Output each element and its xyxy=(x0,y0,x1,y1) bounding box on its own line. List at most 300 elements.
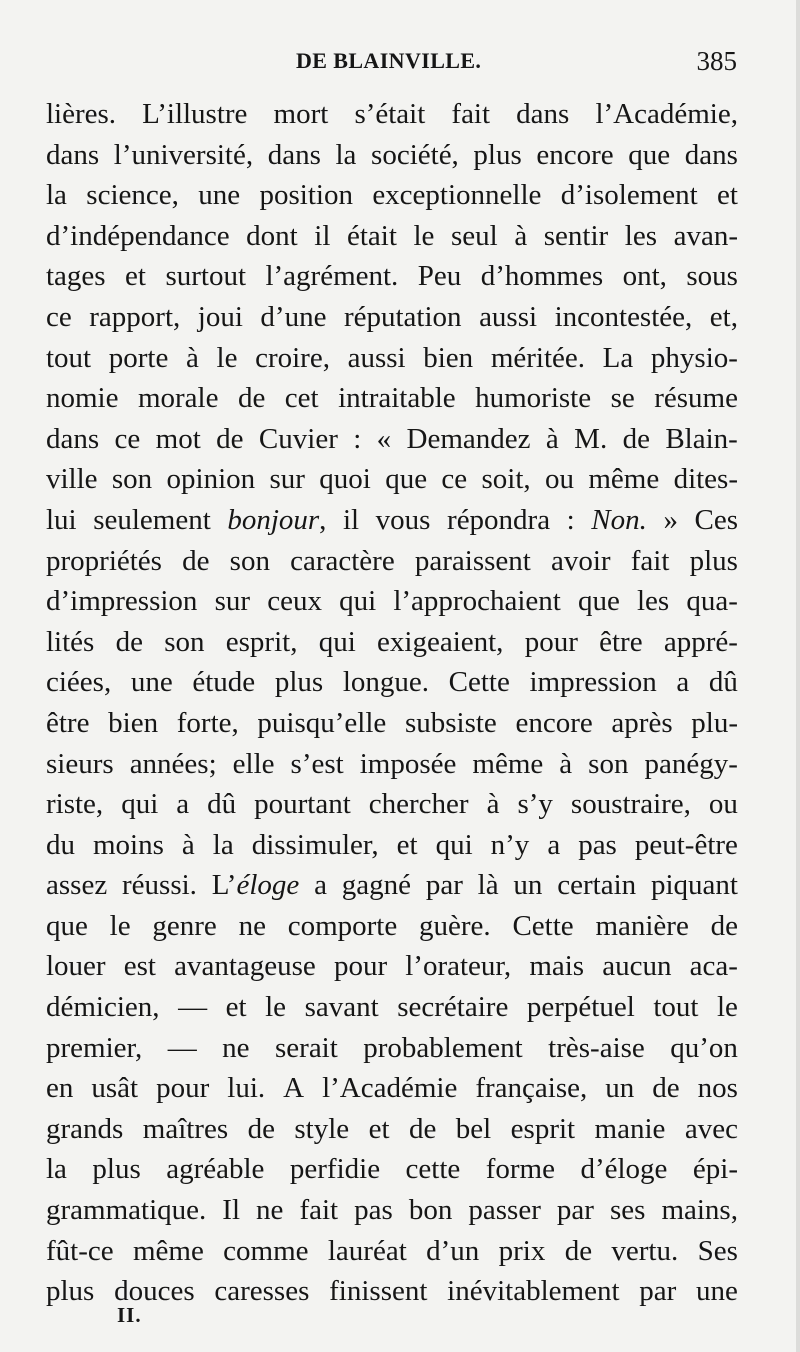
word: paraissent xyxy=(414,544,531,577)
word: dans xyxy=(516,98,570,130)
word: style xyxy=(294,1112,350,1145)
word: bien xyxy=(423,341,474,374)
running-title: DE BLAINVILLE. xyxy=(296,48,482,73)
word: avan- xyxy=(673,219,738,252)
word: ne xyxy=(238,909,266,942)
word: de xyxy=(564,1234,593,1267)
word: le xyxy=(413,219,435,252)
word: Cuvier xyxy=(258,422,338,455)
word: bel xyxy=(455,1112,492,1145)
word: intraitable xyxy=(338,382,456,415)
scan-edge xyxy=(796,0,800,1352)
word: dont xyxy=(246,219,298,252)
word: dû xyxy=(207,788,237,821)
word: encore xyxy=(515,706,593,739)
word: quoi xyxy=(319,463,371,496)
word: et xyxy=(125,260,146,293)
word: ciées, xyxy=(46,666,112,699)
word: son xyxy=(229,544,270,577)
word: le xyxy=(716,991,738,1024)
word: que xyxy=(46,909,88,942)
word: plus xyxy=(92,1153,141,1186)
word: avoir xyxy=(551,544,611,577)
word: mains, xyxy=(661,1194,738,1227)
word: tout xyxy=(46,341,92,374)
word: exigeaient, xyxy=(377,625,504,658)
word: opinion xyxy=(166,463,256,496)
word: pas xyxy=(578,828,617,861)
text-line xyxy=(46,865,738,906)
word: : xyxy=(353,422,362,455)
word: de xyxy=(247,1112,275,1145)
word: mot xyxy=(155,422,201,455)
text-line xyxy=(46,703,738,744)
word: caractère xyxy=(290,544,395,577)
word: sieurs xyxy=(46,747,114,780)
word: panégy- xyxy=(644,747,738,780)
word: La xyxy=(602,341,634,374)
word: réputation xyxy=(343,300,462,333)
word: la xyxy=(212,828,234,861)
text-line xyxy=(46,94,738,135)
word: d’un xyxy=(426,1234,480,1267)
text-line xyxy=(46,1149,738,1190)
word: a xyxy=(547,828,561,861)
word: cette xyxy=(405,1153,461,1186)
word: fait xyxy=(630,544,670,577)
word: ou xyxy=(708,788,738,821)
text-line xyxy=(46,1109,738,1150)
text-line xyxy=(46,216,738,257)
word: le xyxy=(216,341,238,374)
text-line xyxy=(46,906,738,947)
word: une xyxy=(198,179,241,212)
word: le xyxy=(109,909,131,942)
word: dans xyxy=(46,422,100,455)
word: l’approchaient xyxy=(393,585,561,618)
word: par xyxy=(425,869,463,902)
text-line xyxy=(46,1028,738,1069)
word: à xyxy=(559,747,573,780)
text-line xyxy=(46,946,738,987)
word: aussi xyxy=(347,341,406,374)
word: qui xyxy=(435,828,473,861)
word: n’y xyxy=(490,828,530,861)
word: d’impression xyxy=(46,585,198,618)
word: perpétuel xyxy=(526,991,635,1024)
running-head xyxy=(0,48,800,78)
word: s’était xyxy=(354,98,426,130)
word: grands xyxy=(46,1112,124,1145)
word: très-aise xyxy=(548,1031,645,1064)
word: ce xyxy=(46,300,72,333)
word: de xyxy=(216,422,244,455)
word: méritée. xyxy=(490,341,586,374)
word: a xyxy=(314,869,327,902)
word: avec xyxy=(684,1112,738,1145)
word: forme xyxy=(485,1153,555,1186)
word: finissent xyxy=(329,1275,428,1308)
word: et xyxy=(368,1112,390,1145)
word: société, xyxy=(371,138,459,171)
word: — xyxy=(178,991,208,1024)
word: ne xyxy=(256,1194,284,1227)
word: à xyxy=(486,788,500,821)
word: épi- xyxy=(692,1153,738,1186)
word: lauréat xyxy=(327,1234,407,1267)
word: et xyxy=(225,991,247,1024)
word: être xyxy=(599,625,643,658)
word: L’illustre xyxy=(142,98,248,130)
word: ou xyxy=(545,463,575,496)
word: avantageuse xyxy=(174,950,316,983)
word: Non. xyxy=(591,503,647,536)
word: l’université, xyxy=(113,138,254,171)
word: impression xyxy=(529,666,657,699)
word: peut-être xyxy=(634,828,738,861)
word: de xyxy=(622,422,650,455)
word: le xyxy=(265,991,287,1024)
word: joui xyxy=(197,300,243,333)
word: de xyxy=(182,544,210,577)
word: sur xyxy=(214,585,251,618)
word: son xyxy=(164,625,205,658)
word: riste, xyxy=(46,788,104,821)
word: a xyxy=(676,666,690,699)
word: même xyxy=(132,1234,204,1267)
word: à xyxy=(181,828,195,861)
word: plu- xyxy=(691,706,738,739)
word: a xyxy=(176,788,190,821)
word: et, xyxy=(709,300,738,333)
word: longue. xyxy=(342,666,429,699)
word: M. xyxy=(574,422,608,455)
word: Peu xyxy=(417,260,462,293)
word: Cette xyxy=(512,909,574,942)
word: ce xyxy=(441,463,468,496)
word: genre xyxy=(152,909,217,942)
word: sous xyxy=(686,260,738,293)
word: démicien, xyxy=(46,991,160,1024)
word: fait xyxy=(299,1194,339,1227)
word: à xyxy=(186,341,199,374)
word: à xyxy=(514,219,528,252)
word: nomie xyxy=(46,382,119,415)
page-number: 385 xyxy=(696,46,737,76)
word: qui xyxy=(121,788,159,821)
word: Blain- xyxy=(665,422,738,455)
word: que xyxy=(577,585,620,618)
text-line xyxy=(46,256,738,297)
word: de xyxy=(408,1112,437,1145)
word: encore xyxy=(536,138,614,171)
word: soit, xyxy=(481,463,531,496)
word: exceptionnelle xyxy=(372,179,542,212)
word: de xyxy=(237,382,266,415)
word: dans xyxy=(684,138,738,171)
word: — xyxy=(167,1031,197,1064)
word: dissimuler, xyxy=(251,828,379,861)
word: rapport, xyxy=(89,300,181,333)
word: plus xyxy=(473,138,522,171)
word: il xyxy=(342,503,360,536)
word: la xyxy=(46,1153,67,1186)
word: à xyxy=(545,422,559,455)
word: Demandez xyxy=(406,422,531,455)
word: d’une xyxy=(260,300,327,333)
word: son xyxy=(111,463,153,496)
word: d’hommes xyxy=(480,260,604,293)
word: dites- xyxy=(673,463,738,496)
word: et xyxy=(717,179,738,212)
word: manie xyxy=(594,1112,666,1145)
word: de xyxy=(115,625,143,658)
word: perfidie xyxy=(289,1153,381,1186)
word: bonjour, xyxy=(227,503,327,536)
text-line xyxy=(46,581,738,622)
word: que xyxy=(385,463,428,496)
word: manière xyxy=(595,909,689,942)
word: là xyxy=(477,869,499,902)
word: tout xyxy=(653,991,699,1024)
word: la xyxy=(335,138,357,171)
word: vous xyxy=(375,503,431,536)
word: ville xyxy=(46,463,98,496)
text-line xyxy=(46,419,738,460)
word: soustraire, xyxy=(570,788,691,821)
word: résume xyxy=(654,382,738,415)
text-line xyxy=(46,1231,738,1272)
word: lités xyxy=(46,625,95,658)
word: du xyxy=(46,828,75,861)
word: assez xyxy=(46,869,108,902)
word: aca- xyxy=(689,950,738,983)
word: mort xyxy=(273,98,329,130)
word: humoriste xyxy=(475,382,592,415)
text-line xyxy=(46,135,738,176)
word: son xyxy=(588,747,629,780)
word: imposée xyxy=(359,747,457,780)
word: louer xyxy=(46,950,106,983)
word: que xyxy=(628,138,671,171)
word: position xyxy=(259,179,353,212)
word: plus xyxy=(274,666,324,699)
text-line xyxy=(46,662,738,703)
word: fait xyxy=(451,98,491,130)
word: comme xyxy=(223,1234,309,1267)
word: être xyxy=(46,706,90,739)
word: il xyxy=(314,219,331,252)
body-text xyxy=(46,94,738,1312)
word: « xyxy=(376,422,392,455)
word: seulement xyxy=(93,503,211,536)
word: ne xyxy=(222,1031,250,1064)
word: était xyxy=(347,219,397,252)
word: » xyxy=(663,503,678,536)
word: par xyxy=(556,1194,594,1227)
word: l’Académie xyxy=(322,1072,458,1105)
word: lui xyxy=(46,503,77,536)
word: pour xyxy=(156,1072,210,1105)
word: et xyxy=(396,828,418,861)
word: dans xyxy=(46,138,100,171)
word: chercher xyxy=(368,788,469,821)
word: Ces xyxy=(694,503,738,536)
word: qua- xyxy=(686,585,738,618)
text-line xyxy=(46,378,738,419)
word: dû xyxy=(708,666,738,699)
word: réussi. xyxy=(122,869,197,902)
text-line xyxy=(46,744,738,785)
word: même xyxy=(588,463,660,496)
word: morale xyxy=(137,382,219,415)
word: subsiste xyxy=(404,706,497,739)
word: L’éloge xyxy=(211,869,300,902)
text-line xyxy=(46,784,738,825)
word: française, xyxy=(475,1072,588,1105)
word: mais xyxy=(529,950,585,983)
word: nos xyxy=(697,1072,738,1105)
word: d’isolement xyxy=(560,179,698,212)
text-line xyxy=(46,622,738,663)
word: aucun xyxy=(602,950,672,983)
word: sentir xyxy=(543,219,609,252)
word: elle xyxy=(232,747,275,780)
word: : xyxy=(566,503,575,536)
word: ses xyxy=(609,1194,646,1227)
text-line xyxy=(46,297,738,338)
word: passer xyxy=(468,1194,541,1227)
word: A xyxy=(283,1072,305,1105)
word: agréable xyxy=(166,1153,265,1186)
word: guère. xyxy=(419,909,491,942)
word: aussi xyxy=(479,300,538,333)
word: forte, xyxy=(176,706,239,739)
word: incontestée, xyxy=(554,300,693,333)
word: est xyxy=(123,950,156,983)
word: ceux xyxy=(267,585,322,618)
word: pourtant xyxy=(254,788,351,821)
word: secrétaire xyxy=(397,991,509,1024)
word: de xyxy=(710,909,738,942)
word: étude xyxy=(192,666,256,699)
text-line xyxy=(46,825,738,866)
text-line xyxy=(46,1068,738,1109)
word: répondra xyxy=(447,503,551,536)
text-line xyxy=(46,338,738,379)
word: qui xyxy=(339,585,377,618)
word: gagné xyxy=(341,869,412,902)
word: Il xyxy=(222,1194,241,1227)
word: seul xyxy=(451,219,498,252)
word: piquant xyxy=(650,869,738,902)
word: de xyxy=(652,1072,680,1105)
word: plus xyxy=(46,1275,95,1308)
word: propriétés xyxy=(46,544,162,577)
word: croire, xyxy=(255,341,330,374)
word: esprit, xyxy=(225,625,298,658)
word: serait xyxy=(275,1031,338,1064)
word: pour xyxy=(333,950,388,983)
word: Cette xyxy=(448,666,510,699)
text-line xyxy=(46,987,738,1028)
word: pour xyxy=(524,625,578,658)
text-line xyxy=(46,459,738,500)
word: la xyxy=(46,179,67,212)
text-line xyxy=(46,500,738,541)
word: dans xyxy=(267,138,321,171)
word: certain xyxy=(557,869,637,902)
word: moins xyxy=(93,828,164,861)
word: inévitablement xyxy=(447,1275,620,1308)
word: l’orateur, xyxy=(405,950,512,983)
word: lui. xyxy=(227,1072,266,1105)
word: fût-ce xyxy=(46,1234,114,1267)
word: s’est xyxy=(290,747,344,780)
word: grammatique. xyxy=(46,1194,207,1227)
word: Ses xyxy=(697,1234,738,1267)
text-line xyxy=(46,541,738,582)
word: puisqu’elle xyxy=(257,706,387,739)
word: bon xyxy=(408,1194,453,1227)
word: lières. xyxy=(46,98,117,130)
word: probablement xyxy=(363,1031,523,1064)
word: un xyxy=(513,869,543,902)
word: savant xyxy=(304,991,379,1024)
word: appré- xyxy=(663,625,738,658)
word: vertu. xyxy=(611,1234,679,1267)
word: les xyxy=(637,585,670,618)
word: bien xyxy=(108,706,159,739)
word: un xyxy=(605,1072,635,1105)
word: se xyxy=(610,382,635,415)
word: même xyxy=(472,747,544,780)
text-line xyxy=(46,1190,738,1231)
signature-mark: II. xyxy=(117,1303,142,1327)
word: l’agrément. xyxy=(265,260,399,293)
word: caresses xyxy=(214,1275,310,1308)
word: esprit xyxy=(510,1112,576,1145)
word: sur xyxy=(269,463,305,496)
word: d’éloge xyxy=(580,1153,668,1186)
word: en xyxy=(46,1072,74,1105)
word: maîtres xyxy=(142,1112,229,1145)
word: d’indépendance xyxy=(46,219,230,252)
word: usât xyxy=(91,1072,139,1105)
word: ce xyxy=(114,422,141,455)
word: prix xyxy=(498,1234,546,1267)
word: pas xyxy=(354,1194,393,1227)
word: les xyxy=(624,219,657,252)
text-line xyxy=(46,1271,738,1312)
word: après xyxy=(611,706,673,739)
word: comporte xyxy=(287,909,398,942)
word: une xyxy=(696,1275,738,1308)
word: l’Académie, xyxy=(595,98,738,130)
word: porte xyxy=(108,341,169,374)
word: une xyxy=(130,666,173,699)
word: qu’on xyxy=(670,1031,738,1064)
word: années; xyxy=(129,747,217,780)
word: plus xyxy=(689,544,738,577)
word: douces xyxy=(114,1275,195,1308)
word: surtout xyxy=(165,260,246,293)
word: ont, xyxy=(622,260,667,293)
word: qui xyxy=(318,625,356,658)
word: tages xyxy=(46,260,106,293)
word: science, xyxy=(86,179,179,212)
word: premier, xyxy=(46,1031,143,1064)
